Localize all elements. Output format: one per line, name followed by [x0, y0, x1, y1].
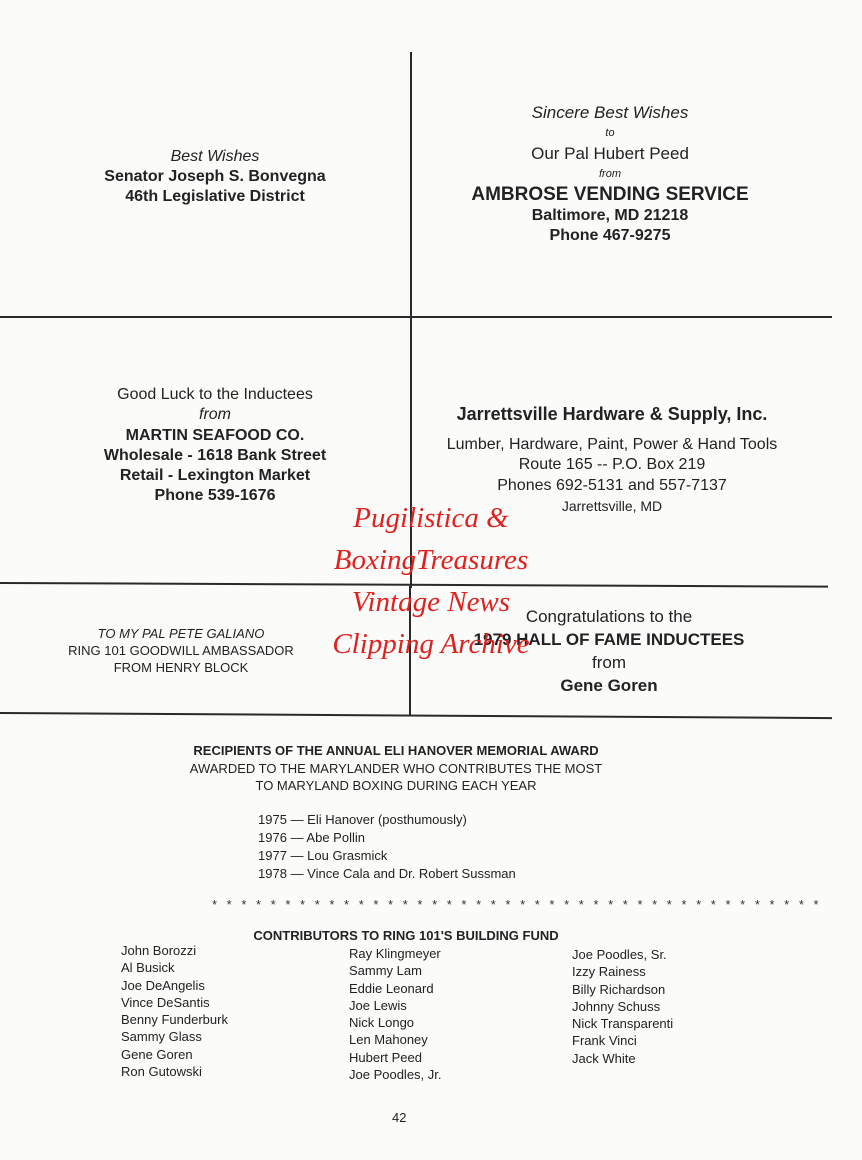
ad-martin-company: MARTIN SEAFOOD CO.	[125, 427, 305, 444]
watermark-line-2: BoxingTreasures	[333, 544, 529, 576]
award-subtitle-2: TO MARYLAND BOXING DURING EACH YEAR	[255, 778, 537, 793]
contributor-name: Joe Poodles, Jr.	[349, 1067, 442, 1083]
award-recipient-1978: 1978 — Vince Cala and Dr. Robert Sussman	[258, 866, 516, 881]
ad-martin-from: from	[199, 406, 231, 423]
ad-bonvegna-district: 46th Legislative District	[125, 188, 305, 205]
ad-martin-seafood	[40, 384, 390, 506]
ad-ambrose-recipient: Our Pal Hubert Peed	[531, 144, 689, 163]
award-subtitle-1: AWARDED TO THE MARYLANDER WHO CONTRIBUTES THE MOST	[189, 761, 603, 776]
horizontal-divider-3	[0, 712, 832, 719]
ad-jarrettsville-phones: Phones 692-5131 and 557-7137	[497, 477, 727, 494]
ad-ambrose-company: AMBROSE VENDING SERVICE	[471, 184, 749, 205]
ad-goren-congrats: Congratulations to the	[525, 607, 693, 626]
ad-martin-wholesale: Wholesale - 1618 Bank Street	[103, 447, 327, 464]
award-recipient-1977: 1977 — Lou Grasmick	[258, 848, 388, 863]
ad-ambrose-city: Baltimore, MD 21218	[531, 207, 689, 224]
contributor-name: Joe DeAngelis	[121, 977, 205, 993]
contributor-name: John Borozzi	[121, 943, 197, 958]
contributor-name: Joe Poodles, Sr.	[572, 947, 667, 962]
contributor-name: Jack White	[572, 1050, 636, 1066]
contributor-name: Len Mahoney	[349, 1032, 428, 1048]
ad-jarrettsville-company: Jarrettsville Hardware & Supply, Inc.	[456, 404, 768, 424]
award-recipient-1976: 1976 — Abe Pollin	[258, 830, 365, 845]
dotted-divider: * * * * * * * * * * * * * * * * * * * * * * * * * * * * * * * * * * * * * * * * * *	[212, 897, 822, 912]
ad-galiano-line3: FROM HENRY BLOCK	[113, 660, 249, 675]
ad-goren-inductees: 1979 HALL OF FAME INDUCTEES	[473, 630, 745, 649]
ad-martin-greeting: Good Luck to the Inductees	[117, 386, 313, 403]
ad-goren-from: from	[592, 653, 626, 672]
contributor-name: Joe Lewis	[349, 997, 407, 1013]
award-recipient-1975: 1975 — Eli Hanover (posthumously)	[258, 812, 467, 827]
contributor-name: Sammy Glass	[121, 1029, 202, 1045]
contributor-name: Gene Goren	[121, 1046, 193, 1062]
ad-ambrose-from: from	[599, 168, 621, 180]
contributor-name: Billy Richardson	[572, 981, 666, 997]
contributor-name: Benny Funderburk	[121, 1012, 228, 1028]
ad-galiano-line1: TO MY PAL PETE GALIANO	[97, 626, 265, 641]
ad-jarrettsville-products: Lumber, Hardware, Paint, Power & Hand Tools	[446, 436, 778, 453]
contributor-name: Izzy Rainess	[572, 964, 646, 980]
contributor-name: Vince DeSantis	[121, 994, 210, 1010]
contributor-name: Ray Klingmeyer	[349, 946, 441, 961]
ad-goren-name: Gene Goren	[560, 676, 658, 695]
ad-jarrettsville-address: Route 165 -- P.O. Box 219	[518, 456, 706, 473]
award-heading: RECIPIENTS OF THE ANNUAL ELI HANOVER MEMORIAL AWARD	[193, 743, 599, 758]
award-recipients-list	[258, 811, 516, 883]
ad-ambrose	[420, 102, 800, 246]
watermark-line-4: Clipping Archive	[332, 628, 530, 660]
contributor-name: Nick Longo	[349, 1015, 415, 1031]
horizontal-divider-1	[0, 316, 832, 318]
contributor-name: Nick Transparenti	[572, 1016, 674, 1032]
watermark	[296, 497, 566, 665]
ad-bonvegna	[40, 147, 390, 207]
watermark-line-1: Pugilistica &	[353, 502, 509, 534]
ad-ambrose-greeting: Sincere Best Wishes	[531, 103, 689, 122]
contributors-heading: CONTRIBUTORS TO RING 101'S BUILDING FUND	[253, 928, 559, 943]
ad-bonvegna-greeting: Best Wishes	[170, 148, 260, 165]
ad-ambrose-phone: Phone 467-9275	[549, 227, 671, 244]
contributors-column-2	[349, 945, 442, 1083]
vertical-divider-top	[410, 52, 412, 320]
ad-ambrose-to: to	[605, 127, 615, 139]
ad-bonvegna-name: Senator Joseph S. Bonvegna	[104, 168, 326, 185]
contributor-name: Eddie Leonard	[349, 980, 434, 996]
contributor-name: Ron Gutowski	[121, 1064, 202, 1080]
ad-martin-retail: Retail - Lexington Market	[119, 467, 311, 484]
contributor-name: Frank Vinci	[572, 1033, 637, 1049]
contributor-name: Johnny Schuss	[572, 998, 661, 1014]
ad-galiano	[40, 625, 322, 676]
contributor-name: Al Busick	[121, 960, 175, 976]
ad-jarrettsville-town: Jarrettsville, MD	[561, 498, 663, 514]
contributor-name: Hubert Peed	[349, 1049, 422, 1065]
ad-martin-phone: Phone 539-1676	[154, 487, 276, 504]
contributors-column-1	[121, 942, 228, 1080]
contributor-name: Sammy Lam	[349, 963, 422, 979]
page-number: 42	[392, 1110, 407, 1125]
watermark-line-3: Vintage News	[351, 586, 511, 618]
ad-galiano-line2: RING 101 GOODWILL AMBASSADOR	[68, 643, 294, 658]
contributors-column-3	[572, 946, 673, 1067]
